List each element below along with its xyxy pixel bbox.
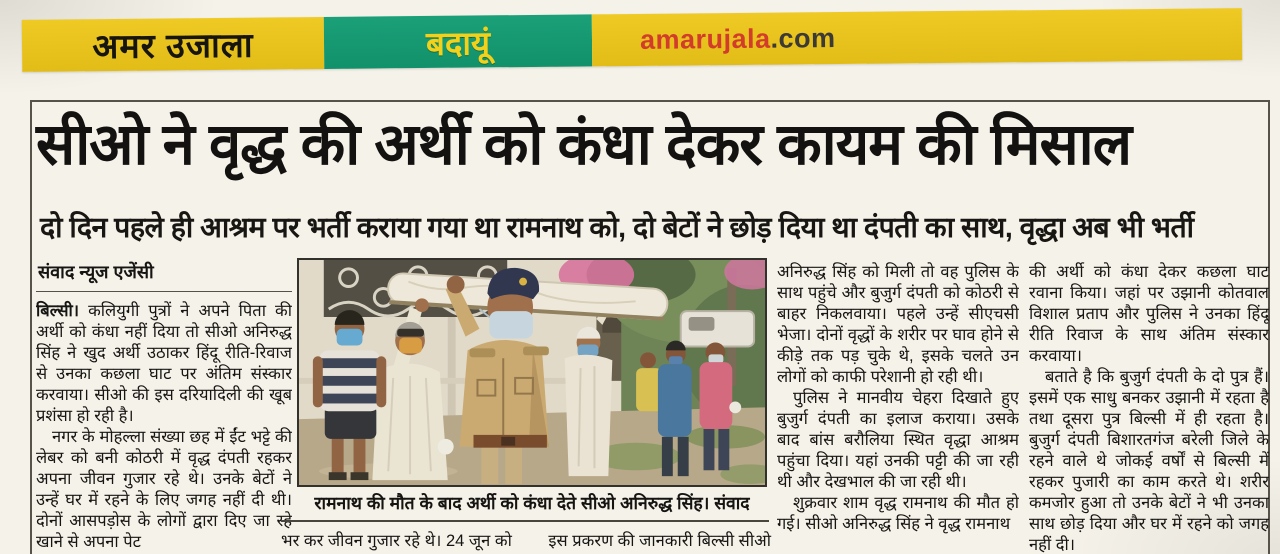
column-1 [36,260,292,554]
headline: सीओ ने वृद्ध की अर्थी को कंधा देकर कायम की मिसाल [36,112,1132,177]
column-2-continuation: इस प्रकरण की जानकारी बिल्सी सीओ [548,532,771,550]
dateline: बिल्सी। [36,302,80,320]
website-logo [640,23,836,56]
paper-name: अमर उजाला [92,26,254,67]
article-photo [297,258,767,487]
column-3 [777,262,1019,554]
paragraph: पुलिस ने मानवीय चेहरा दिखाते हुए बुजुर्ग दंपती का इलाज कराया। उसके बाद बांस बरौलिया स्थित वृद्धा आश्रम पहुंचा दिया। यहां उनकी पट्टी की जा रही थी और देखभाल की जा रही थी। [777,389,1019,491]
website-logo-suffix: .com [770,22,836,54]
photo-column [281,258,771,552]
paragraph-text: कलियुगी पुत्रों ने अपने पिता की अर्थी को कंधा नहीं दिया तो सीओ अनिरुद्ध सिंह ने खुद अर्थी उठाकर हिंदू रीति-रिवाज से उनका कछला घाट पर अंतिम संस्कार करवाया। सीओ की इस दरियादिली की खूब प्रशंसा हो रही है। [36,302,292,425]
byline: संवाद न्यूज एजेंसी [38,262,154,282]
paragraph: शुक्रवार शाम वृद्ध रामनाथ की मौत हो गई। सीओ अनिरुद्ध सिंह ने वृद्ध रामनाथ [777,494,1019,533]
paragraph: अनिरुद्ध सिंह को मिली तो वह पुलिस के साथ पहुंचे और बुजुर्ग दंपती को कोठरी से बाहर निकलवाया। पहले उन्हें सीएचसी भेजा। दोनों वृद्धों के शरीर पर घाव होने से कीड़े तक पड़ चुके थे, इसके चलते उन लोगों को काफी परेशानी हो रही थी। [777,263,1019,386]
masthead-strip [22,8,1242,72]
article-photo-illustration [299,260,765,485]
paragraph: की अर्थी को कंधा देकर कछला घाट रवाना किया। जहां पर उझानी कोतवाल विशाल प्रताप और पुलिस ने उनका हिंदू रीति रिवाज के साथ अंतिम संस्कार करवाया। [1029,263,1269,365]
paragraph: बताते है कि बुजुर्ग दंपती के दो पुत्र हैं। इसमें एक साधु बनकर उझानी में रहता है तथा दूसरा पुत्र बिल्सी में ही रहता है। बुजुर्ग दंपती बिशारतगंज बरेली जिले के रहने वाले थे जोकई वर्षों से बिल्सी में रहकर पुजारी का काम करते थे। शरीर कमजोर हुआ तो उनके बेटों ने भी उनका साथ छोड़ दिया और घर में रहने को जगह नहीं दी। [1029,368,1269,554]
masthead-website-block [592,8,1242,66]
masthead-edition-block [324,14,592,69]
edition-name: बदायूं [425,23,491,62]
caption-rule [281,520,769,522]
column-1-continuation: भर कर जीवन गुजार रहे थे। 24 जून को [281,532,512,550]
byline-rule [36,291,292,292]
subheadline: दो दिन पहले ही आश्रम पर भर्ती कराया गया था रामनाथ को, दो बेटों ने छोड़ दिया था दंपती का साथ, वृद्धा अब भी भर्ती [40,212,1194,244]
photo-caption: रामनाथ की मौत के बाद अर्थी को कंधा देते सीओ अनिरुद्ध सिंह। संवाद [314,493,750,513]
masthead-paper-name-block [22,17,324,72]
paragraph [36,301,292,427]
paragraph: नगर के मोहल्ला संख्या छह में ईंट भट्टे की लेबर को बनी कोठरी में वृद्ध दंपती रहकर अपना जीवन गुजार रहे थे। उनके बेटों ने उन्हें घर में रहने के लिए जगह नहीं दी थी। दोनों आसपड़ोस के लोगों द्वारा दिए जा रहे खाने से अपना पेट [36,428,292,551]
website-logo-red: amarujala [639,23,771,55]
below-photo-text [281,531,771,552]
column-4 [1029,262,1269,554]
